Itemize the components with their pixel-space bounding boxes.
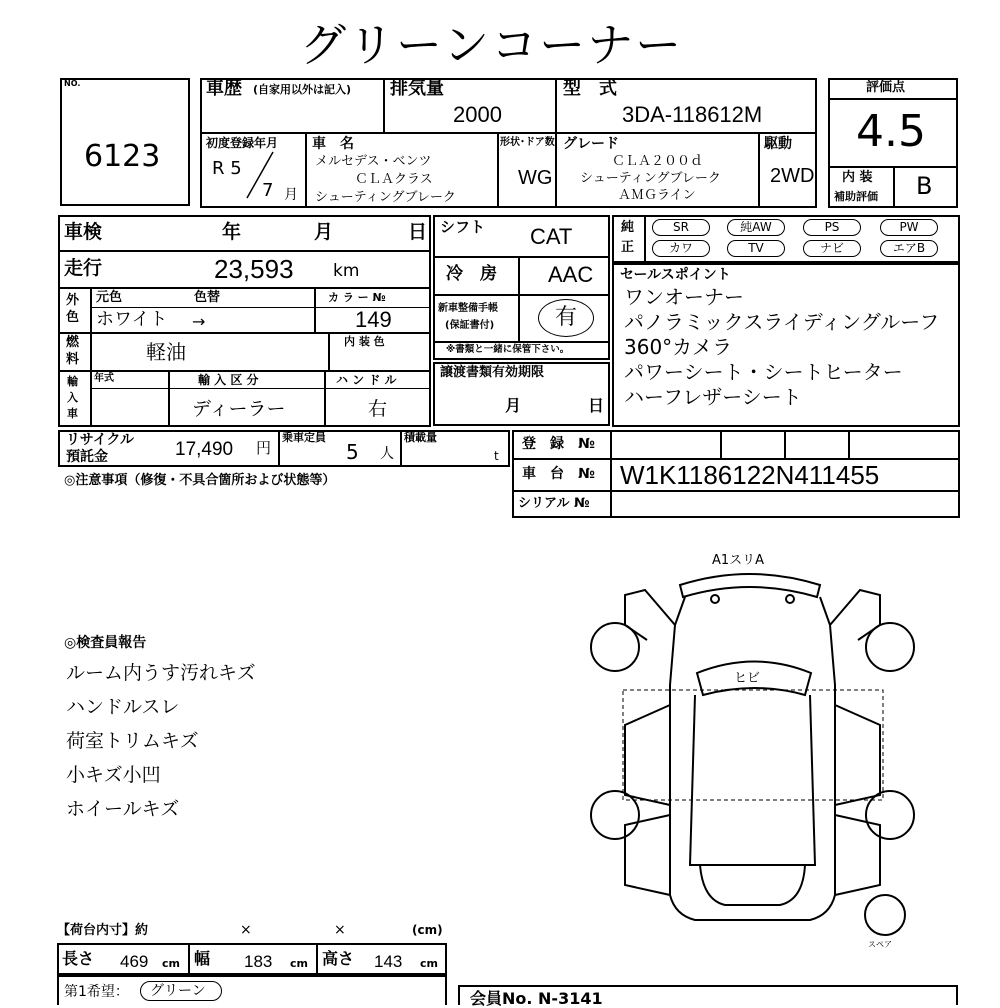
car-name-label: 車 名 — [312, 136, 354, 152]
maintenance-note: ※書類と一緒に保管下さい。 — [446, 344, 570, 355]
first-reg-label: 初度登録年月 — [206, 136, 279, 150]
equipment-item: PS — [803, 219, 861, 236]
no-value: 6123 — [84, 139, 161, 174]
ac-value: AAC — [548, 262, 594, 287]
serial-no-label: シリアル № — [518, 496, 590, 511]
model-label: 型 式 — [563, 78, 617, 99]
length-value: 469 — [120, 952, 149, 971]
page-title: グリーンコーナー — [300, 18, 684, 72]
wish-value: グリーン — [150, 983, 206, 999]
car-diagram — [585, 565, 920, 945]
drive-label: 駆動 — [764, 136, 792, 152]
width-cm: cm — [290, 957, 308, 970]
height-label: 高さ — [322, 949, 355, 968]
import-label: 輸入車 — [67, 375, 78, 420]
mileage-unit: km — [333, 261, 360, 281]
cargo-unit: (cm) — [412, 923, 443, 937]
transfer-label: 譲渡書類有効期限 — [440, 365, 545, 380]
maintenance-label: 新車整備手帳 — [438, 303, 498, 314]
maintenance-value: 有 — [555, 305, 578, 330]
width-value: 183 — [244, 952, 273, 971]
color-no-value: 149 — [355, 307, 392, 332]
mileage-label: 走行 — [64, 257, 103, 279]
transfer-day: 日 — [588, 396, 605, 415]
member-text: 会員No. N-3141 — [470, 989, 603, 1008]
equipment-item: SR — [652, 219, 710, 236]
spare-label: スペア — [868, 940, 892, 949]
first-reg-unit: 月 — [284, 187, 298, 203]
sales-point-item: パノラミックスライディングルーフ — [624, 310, 940, 334]
inspector-label: ◎検査員報告 — [64, 635, 147, 651]
inspection-label: 車検 — [64, 221, 103, 243]
chassis-no-label: 車 台 № — [522, 466, 595, 482]
first-reg-era: R 5 — [212, 158, 242, 179]
inspector-item: 荷室トリムキズ — [66, 730, 199, 752]
load-label: 積載量 — [404, 431, 437, 444]
grade-label: グレード — [563, 136, 619, 152]
mileage-value: 23,593 — [214, 254, 294, 284]
inspector-item: ホイールキズ — [66, 798, 180, 820]
color-arrow: → — [192, 312, 206, 331]
maintenance-sub-label: (保証書付) — [445, 320, 495, 331]
grade-line3: ＡＭＧライン — [618, 188, 696, 203]
transfer-month: 月 — [505, 396, 522, 415]
displacement-label: 排気量 — [390, 78, 444, 99]
width-label: 幅 — [194, 949, 211, 968]
capacity-label: 乗車定員 — [282, 431, 326, 444]
handle-value: 右 — [368, 398, 388, 420]
history-note: (自家用以外は記入) — [253, 83, 352, 96]
import-category-label: 輸 入 区 分 — [198, 373, 259, 387]
interior-sub-label: 補助評価 — [834, 190, 878, 203]
car-class: ＣＬＡクラス — [355, 172, 433, 187]
capacity-unit: 人 — [380, 446, 394, 462]
ac-label: 冷 房 — [446, 264, 497, 284]
recycle-value: 17,490 — [175, 439, 234, 460]
height-cm: cm — [420, 957, 438, 970]
fuel-label: 燃料 — [66, 335, 80, 367]
equipment-item: 純AW — [727, 219, 785, 236]
equipment-label: 純正 — [621, 220, 635, 255]
equipment-item: TV — [727, 240, 785, 257]
orig-color-value: ホワイト — [96, 309, 168, 330]
shape-value: WG — [518, 167, 553, 189]
model-value: 3DA-118612M — [622, 102, 763, 127]
import-year-label: 年式 — [94, 373, 114, 384]
load-unit: t — [494, 449, 499, 463]
recycle-label: リサイクル — [66, 432, 135, 448]
cargo-x2: × — [334, 922, 346, 938]
equipment-item: PW — [880, 219, 938, 236]
cargo-x1: × — [240, 922, 252, 938]
diagram-top-label: A1スリA — [712, 553, 765, 568]
sales-point-item: ワンオーナー — [624, 285, 744, 309]
sales-point-item: パワーシート・シートヒーター — [624, 360, 903, 384]
score-value: 4.5 — [856, 106, 926, 157]
grade-line1: ＣＬＡ２００ｄ — [612, 154, 704, 169]
equipment-item: ナビ — [803, 240, 861, 257]
drive-value: 2WD — [770, 165, 815, 187]
inspection-year: 年 — [222, 221, 242, 243]
reg-no-label: 登 録 № — [522, 436, 595, 452]
change-color-label: 色替 — [194, 290, 221, 305]
chassis-no-value: W1K1186122N411455 — [620, 460, 880, 490]
interior-label: 内 装 — [842, 170, 873, 185]
no-label: NO. — [64, 79, 81, 88]
score-label: 評価点 — [866, 80, 906, 95]
displacement-value: 2000 — [453, 102, 502, 127]
wish-label: 第1希望： — [64, 984, 129, 1000]
car-maker: メルセデス・ベンツ — [315, 154, 432, 169]
fuel-value: 軽油 — [146, 340, 186, 364]
orig-color-label: 元色 — [96, 290, 123, 305]
equipment-item: エアB — [880, 240, 938, 257]
recycle-sub-label: 預託金 — [66, 449, 108, 465]
inspection-month: 月 — [314, 221, 334, 243]
car-body: シューティングブレーク — [315, 190, 456, 205]
first-reg-month: 7 — [262, 180, 274, 201]
inspector-item: 小キズ小凹 — [66, 764, 161, 786]
interior-value: B — [916, 172, 933, 200]
exterior-label: 外色 — [66, 293, 80, 325]
sales-points-label: セールスポイント — [620, 267, 731, 283]
shift-grid — [433, 215, 610, 360]
grade-line2: シューティングブレーク — [580, 171, 721, 186]
handle-label: ハ ン ド ル — [336, 373, 397, 387]
capacity-value: 5 — [346, 440, 359, 464]
shape-label: 形状･ドア数 — [500, 137, 555, 148]
inspection-day: 日 — [408, 221, 428, 243]
length-label: 長さ — [62, 949, 95, 968]
sales-point-item: ハーフレザーシート — [624, 385, 802, 409]
color-no-label: カ ラ ー № — [328, 291, 386, 304]
equipment-item: カワ — [652, 240, 710, 257]
history-label: 車歴 — [206, 78, 242, 99]
recycle-unit: 円 — [256, 439, 272, 457]
import-category-value: ディーラー — [192, 398, 286, 420]
height-value: 143 — [374, 952, 403, 971]
sales-point-item: 360°カメラ — [624, 335, 733, 359]
cargo-label: 【荷台内寸】約 — [57, 923, 149, 938]
shift-value: CAT — [530, 224, 573, 249]
inspector-item: ハンドルスレ — [66, 696, 180, 718]
caution-label: ◎注意事項（修復・不具合箇所および状態等） — [64, 473, 336, 488]
windshield-label: ヒビ — [734, 671, 761, 686]
length-cm: cm — [162, 957, 180, 970]
inspector-item: ルーム内うす汚れキズ — [66, 662, 256, 684]
interior-color-label: 内 装 色 — [344, 335, 385, 348]
shift-label: シフト — [440, 218, 486, 236]
